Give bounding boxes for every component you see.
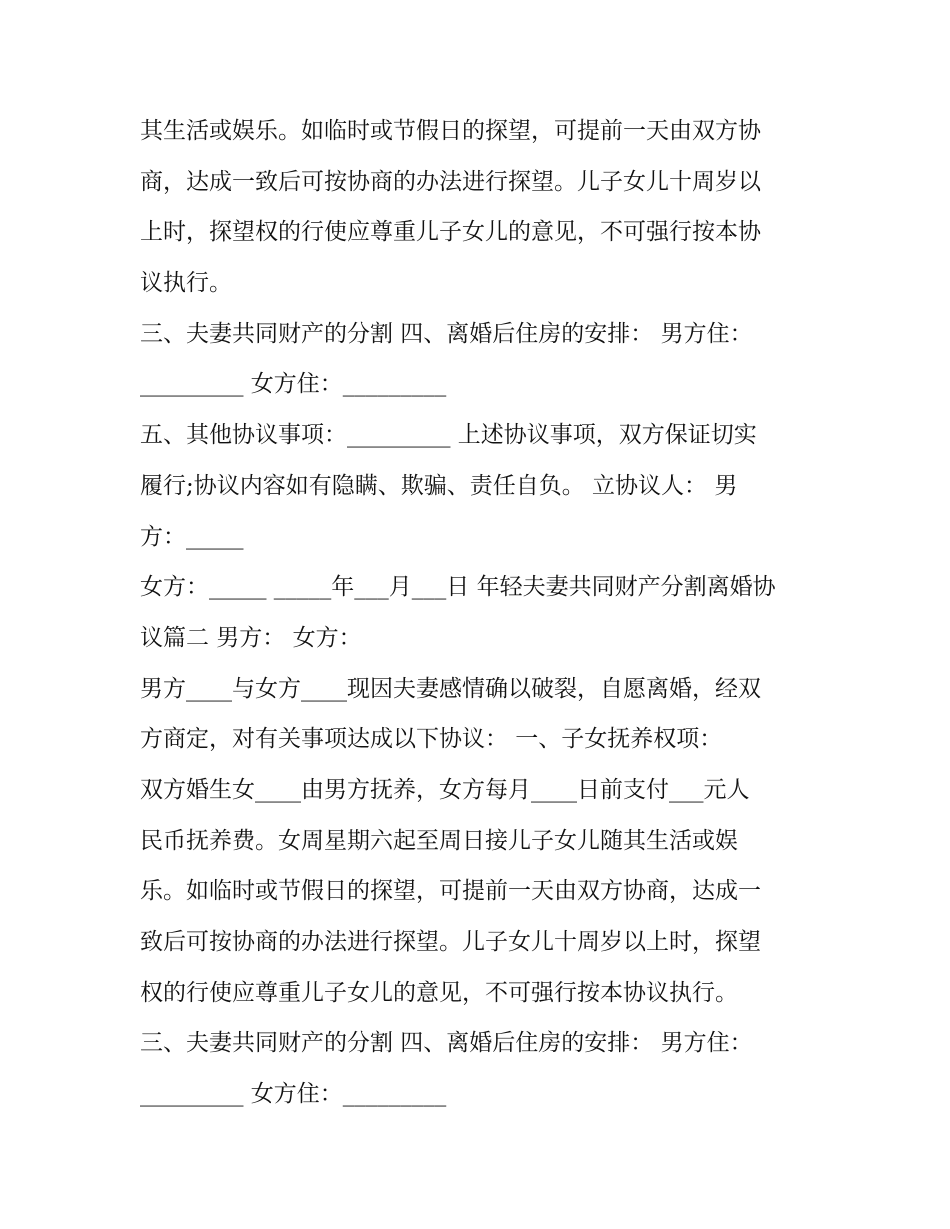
- text-line: 商，达成一致后可按协商的办法进行探望。儿子女儿十周岁以: [140, 168, 761, 195]
- text-line: 民币抚养费。女周星期六起至周日接儿子女儿随其生活或娱: [140, 827, 738, 854]
- text-line: 女方：_____ _____年___月___日 年轻夫妻共同财产分割离婚协: [140, 574, 776, 601]
- text-line: 乐。如临时或节假日的探望，可提前一天由双方协商，达成一: [140, 878, 761, 905]
- text-line: 方：_____: [140, 523, 244, 550]
- text-line: 致后可按协商的办法进行探望。儿子女儿十周岁以上时，探望: [140, 929, 761, 955]
- text-line: 方商定，对有关事项达成以下协议： 一、子女抚养权项：: [140, 726, 723, 753]
- text-line: 上时，探望权的行使应尊重儿子女儿的意见，不可强行按本协: [140, 219, 761, 246]
- text-line: 履行;协议内容如有隐瞒、欺骗、责任自负。 立协议人： 男: [140, 472, 738, 499]
- text-line: _________ 女方住：_________: [140, 371, 447, 398]
- text-line: 议篇二 男方： 女方：: [140, 624, 362, 651]
- text-line: 男方____与女方____现因夫妻感情确以破裂，自愿离婚，经双: [140, 675, 761, 702]
- text-line: _________ 女方住：_________: [140, 1081, 447, 1108]
- text-line: 双方婚生女____由男方抚养，女方每月____日前支付___元人: [140, 776, 750, 803]
- text-line: 议执行。: [140, 270, 232, 297]
- agreement-text-body: [140, 106, 840, 1120]
- text-line: 三、夫妻共同财产的分割 四、离婚后住房的安排： 男方住：: [140, 320, 753, 347]
- text-line: 权的行使应尊重儿子女儿的意见，不可强行按本协议执行。: [140, 979, 738, 1006]
- text-line: 其生活或娱乐。如临时或节假日的探望，可提前一天由双方协: [140, 118, 761, 144]
- text-line: 五、其他协议事项：_________ 上述协议事项，双方保证切实: [140, 422, 757, 449]
- text-line: 三、夫妻共同财产的分割 四、离婚后住房的安排： 男方住：: [140, 1030, 753, 1057]
